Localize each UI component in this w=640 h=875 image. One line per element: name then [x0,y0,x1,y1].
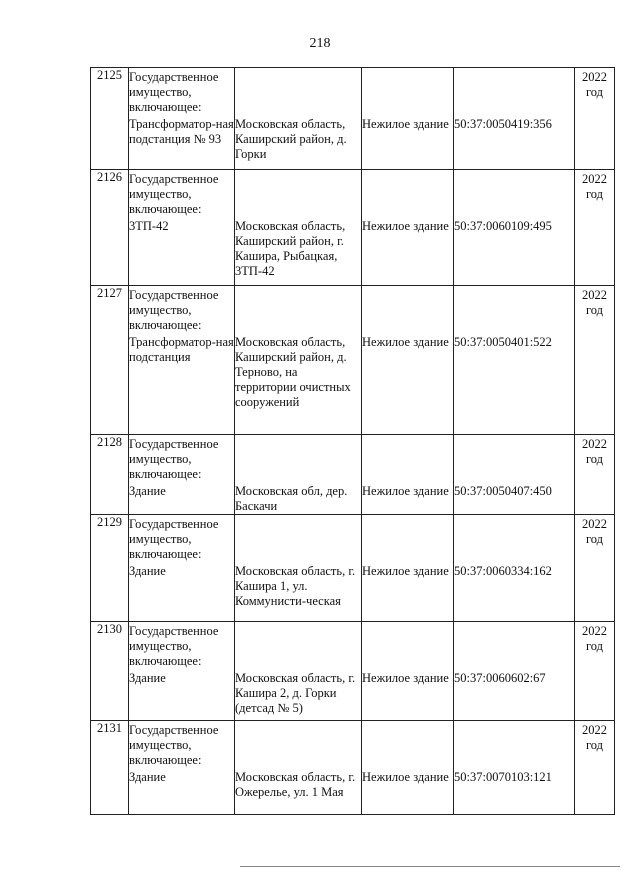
object-address: Московская область, Каширский район, г. Кашира, Рыбацкая, 3ТП-42 [235,219,346,278]
object-header-text: Государственное имущество, включающее: [129,624,219,668]
object-name: 3ТП-42 [129,219,169,233]
object-name-cell [129,622,235,721]
object-address: Московская область, Каширский район, д. Терново, на территории очистных сооружений [235,335,351,409]
object-type: Нежилое здание [362,671,449,685]
address-cell [235,721,362,815]
object-header-text: Государственное имущество, включающее: [129,723,219,767]
cadastral-cell [454,721,575,815]
cadastral-cell [454,286,575,435]
cadastral-spacer [454,286,574,335]
object-address: Московская область, г. Кашира 2, д. Горки (детсад № 5) [235,671,356,715]
row-number: 2126 [91,170,129,286]
cadastral-cell [454,170,575,286]
row-number: 2131 [91,721,129,815]
object-header-text: Государственное имущество, включающее: [129,517,219,561]
cadastral-spacer [454,622,574,671]
row-number: 2125 [91,68,129,170]
address-spacer [235,170,361,219]
row-number: 2129 [91,515,129,622]
object-type-cell [362,286,454,435]
object-type-cell [362,622,454,721]
page-number: 218 [309,36,331,51]
type-spacer [362,286,453,335]
object-name: Трансформатор-ная подстанция № 93 [129,117,234,146]
type-spacer [362,721,453,770]
cadastral-cell [454,435,575,515]
cadastral-spacer [454,68,574,117]
registry-body [91,68,615,815]
type-spacer [362,170,453,219]
cadastral-cell [454,622,575,721]
table-row [91,286,615,435]
cadastral-number: 50:37:0070103:121 [454,770,552,784]
object-type: Нежилое здание [362,335,449,349]
object-type-cell [362,68,454,170]
table-row [91,515,615,622]
property-registry-table [90,67,615,815]
address-spacer [235,68,361,117]
bottom-rule [240,866,620,867]
type-spacer [362,435,453,484]
address-cell [235,622,362,721]
object-name: Здание [129,671,166,685]
address-cell [235,435,362,515]
object-name: Трансформатор-ная подстанция [129,335,234,364]
object-name-cell [129,515,235,622]
year-cell: 2022 год [575,286,615,435]
object-name-cell [129,170,235,286]
object-name-cell [129,435,235,515]
cadastral-spacer [454,170,574,219]
object-address: Московская обл, дер. Баскачи [235,484,348,513]
object-type: Нежилое здание [362,564,449,578]
cadastral-number: 50:37:0050401:522 [454,335,552,349]
type-spacer [362,68,453,117]
row-number: 2127 [91,286,129,435]
year-cell: 2022 год [575,68,615,170]
type-spacer [362,515,453,564]
row-number: 2130 [91,622,129,721]
row-number: 2128 [91,435,129,515]
cadastral-number: 50:37:0060334:162 [454,564,552,578]
cadastral-number: 50:37:0050407:450 [454,484,552,498]
cadastral-spacer [454,515,574,564]
object-header-text: Государственное имущество, включающее: [129,172,219,216]
year-cell: 2022 год [575,515,615,622]
object-type-cell [362,170,454,286]
address-cell [235,170,362,286]
object-type: Нежилое здание [362,770,449,784]
table-row [91,721,615,815]
object-type: Нежилое здание [362,117,449,131]
object-type-cell [362,721,454,815]
cadastral-cell [454,68,575,170]
table-row [91,622,615,721]
address-cell [235,286,362,435]
object-name-cell [129,286,235,435]
year-cell: 2022 год [575,622,615,721]
object-type-cell [362,515,454,622]
object-type: Нежилое здание [362,219,449,233]
table-row [91,435,615,515]
object-type-cell [362,435,454,515]
cadastral-cell [454,515,575,622]
address-spacer [235,622,361,671]
year-cell: 2022 год [575,170,615,286]
object-address: Московская область, г. Кашира 1, ул. Коммунисти-ческая [235,564,356,608]
object-name-cell [129,721,235,815]
object-type: Нежилое здание [362,484,449,498]
object-name: Здание [129,770,166,784]
cadastral-number: 50:37:0050419:356 [454,117,552,131]
address-cell [235,515,362,622]
table-row [91,170,615,286]
object-header-text: Государственное имущество, включающее: [129,70,219,114]
object-header-text: Государственное имущество, включающее: [129,288,219,332]
cadastral-number: 50:37:0060602:67 [454,671,546,685]
object-address: Московская область, г. Ожерелье, ул. 1 Мая [235,770,356,799]
object-name: Здание [129,484,166,498]
cadastral-spacer [454,721,574,770]
address-spacer [235,435,361,484]
table-row [91,68,615,170]
year-cell: 2022 год [575,721,615,815]
object-name: Здание [129,564,166,578]
object-address: Московская область, Каширский район, д. Горки [235,117,347,161]
address-spacer [235,515,361,564]
year-cell: 2022 год [575,435,615,515]
address-spacer [235,721,361,770]
cadastral-spacer [454,435,574,484]
address-spacer [235,286,361,335]
object-name-cell [129,68,235,170]
object-header-text: Государственное имущество, включающее: [129,437,219,481]
address-cell [235,68,362,170]
type-spacer [362,622,453,671]
cadastral-number: 50:37:0060109:495 [454,219,552,233]
